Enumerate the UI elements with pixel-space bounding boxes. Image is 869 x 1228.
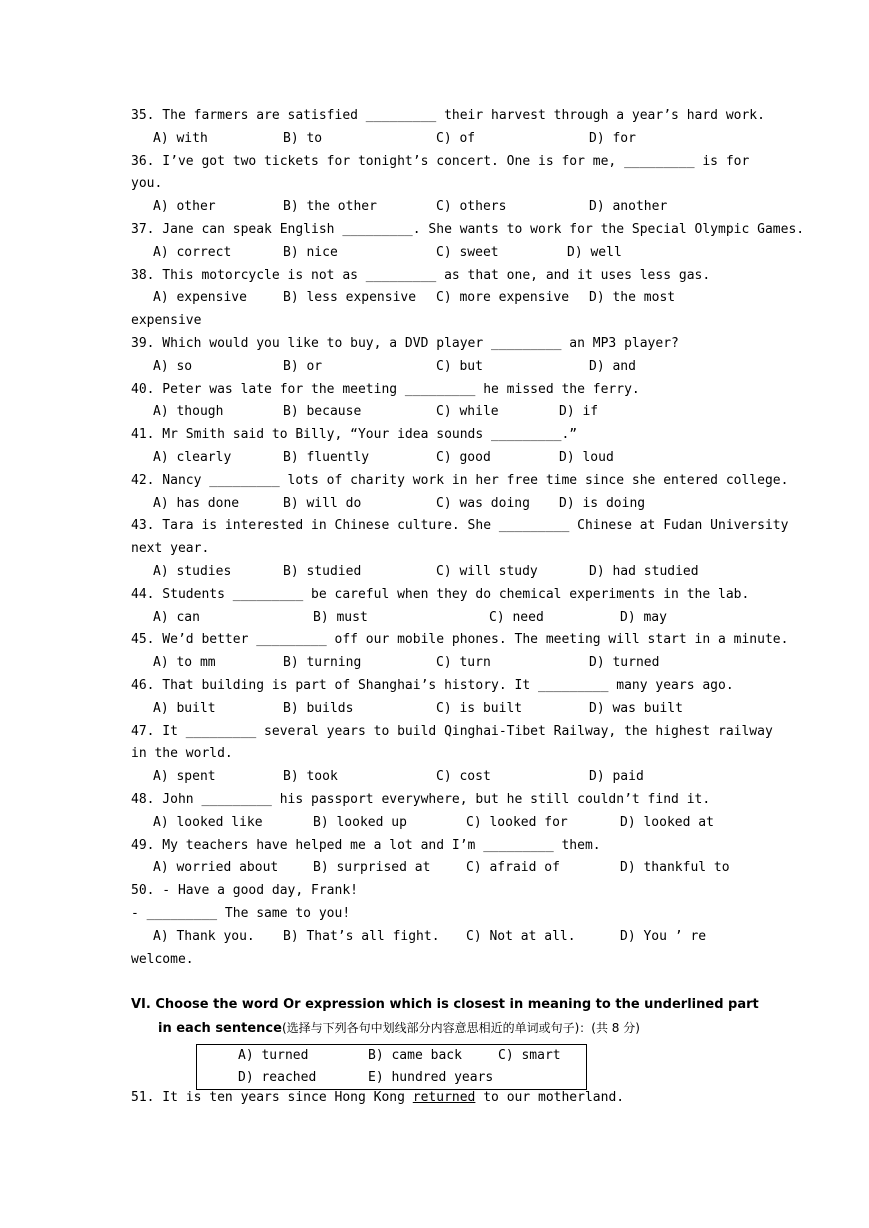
question-stem-38: 38. This motorcycle is not as _________ as that one, and it uses less gas. (131, 267, 711, 283)
option-50-a[interactable]: A) Thank you. (153, 928, 255, 944)
option-47-b[interactable]: B) took (283, 769, 338, 785)
option-38-b[interactable]: B) less expensive (283, 290, 417, 306)
option-35-a[interactable]: A) with (153, 130, 208, 146)
option-41-d[interactable]: D) loud (559, 450, 614, 465)
question-stem-47: 47. It _________ several years to build Qinghai-Tibet Railway, the highest railway (131, 723, 773, 739)
option-39-c[interactable]: C) but (436, 358, 483, 374)
word-bank-box (196, 1044, 587, 1090)
option-37-d[interactable]: D) well (567, 244, 622, 260)
option-35-b[interactable]: B) to (283, 130, 323, 146)
option-45-b[interactable]: B) turning (283, 655, 362, 671)
option-39-b[interactable]: B) or (283, 358, 323, 374)
question-stem-47: in the world. (131, 746, 233, 762)
option-41-b[interactable]: B) fluently (283, 450, 370, 465)
option-43-c[interactable]: C) will study (436, 564, 538, 579)
option-39-a[interactable]: A) so (153, 358, 193, 374)
option-42-c[interactable]: C) was doing (436, 495, 530, 511)
option-48-a[interactable]: A) looked like (153, 814, 263, 830)
option-48-b[interactable]: B) looked up (313, 814, 407, 830)
option-43-b[interactable]: B) studied (283, 564, 362, 579)
option-36-a[interactable]: A) other (153, 199, 216, 215)
option-46-c[interactable]: C) is built (436, 700, 523, 716)
q51-underlined-word: returned (412, 1090, 476, 1106)
option-42-a[interactable]: A) has done (153, 495, 240, 511)
option-45-d[interactable]: D) turned (589, 655, 660, 671)
question-stem-49: 49. My teachers have helped me a lot and I’m _________ them. (131, 837, 601, 853)
section-heading-line2 (158, 1019, 764, 1038)
option-46-b[interactable]: B) builds (283, 700, 354, 716)
option-47-c[interactable]: C) cost (436, 769, 491, 785)
option-36-b[interactable]: B) the other (283, 199, 377, 215)
section-heading-cn: (选择与下列各句中划线部分内容意思相近的单词或句子)：(共 8 分) (281, 1021, 640, 1035)
question-stem-50: - _________ The same to you! (131, 906, 351, 921)
section-heading-en: in each sentence (158, 1021, 282, 1036)
question-stem-43: next year. (131, 541, 210, 557)
question-stem-45: 45. We’d better _________ off our mobile phones. The meeting will start in a minute. (131, 632, 789, 648)
option-40-a[interactable]: A) though (153, 404, 224, 420)
option-35-d[interactable]: D) for (589, 130, 636, 146)
question-stem-44: 44. Students _________ be careful when they do chemical experiments in the lab. (131, 586, 750, 602)
option-40-d[interactable]: D) if (559, 404, 599, 420)
option-wrap-50: welcome. (131, 951, 194, 967)
option-49-d[interactable]: D) thankful to (620, 860, 730, 876)
option-39-d[interactable]: D) and (589, 358, 636, 374)
option-41-c[interactable]: C) good (436, 450, 491, 465)
question-stem-41: 41. Mr Smith said to Billy, “Your idea sounds _________.” (131, 427, 578, 443)
option-49-b[interactable]: B) surprised at (313, 860, 431, 876)
option-45-a[interactable]: A) to mm (153, 655, 216, 671)
option-45-c[interactable]: C) turn (436, 655, 491, 671)
option-36-d[interactable]: D) another (589, 199, 668, 215)
option-50-c[interactable]: C) Not at all. (466, 928, 576, 944)
option-37-b[interactable]: B) nice (283, 244, 338, 260)
question-stem-37: 37. Jane can speak English _________. She wants to work for the Special Olympic Games. (131, 222, 805, 237)
question-stem-48: 48. John _________ his passport everywhere, but he still couldn’t find it. (131, 792, 711, 807)
option-46-d[interactable]: D) was built (589, 700, 683, 716)
word-bank-item: E) hundred years (368, 1069, 494, 1085)
option-47-d[interactable]: D) paid (589, 769, 644, 785)
option-40-c[interactable]: C) while (436, 404, 499, 420)
option-47-a[interactable]: A) spent (153, 769, 216, 785)
option-48-c[interactable]: C) looked for (466, 814, 568, 830)
option-38-c[interactable]: C) more expensive (436, 290, 570, 306)
option-40-b[interactable]: B) because (283, 404, 362, 420)
option-44-a[interactable]: A) can (153, 609, 200, 625)
word-bank-item: B) came back (368, 1047, 462, 1063)
option-44-d[interactable]: D) may (620, 609, 667, 625)
question-stem-51 (131, 1089, 737, 1107)
option-46-a[interactable]: A) built (153, 700, 216, 716)
question-stem-36: 36. I’ve got two tickets for tonight’s concert. One is for me, _________ is for (131, 153, 750, 169)
question-stem-43: 43. Tara is interested in Chinese culture. She _________ Chinese at Fudan University (131, 518, 789, 534)
option-44-c[interactable]: C) need (489, 609, 544, 625)
question-stem-46: 46. That building is part of Shanghai’s history. It _________ many years ago. (131, 678, 734, 693)
word-bank-item: D) reached (238, 1069, 317, 1085)
option-36-c[interactable]: C) others (436, 199, 507, 215)
option-48-d[interactable]: D) looked at (620, 814, 714, 830)
option-49-a[interactable]: A) worried about (153, 860, 279, 876)
question-stem-42: 42. Nancy _________ lots of charity work in her free time since she entered college. (131, 472, 789, 488)
option-43-d[interactable]: D) had studied (589, 564, 699, 579)
option-50-b[interactable]: B) That’s all fight. (283, 928, 440, 944)
word-bank-item: A) turned (238, 1047, 309, 1063)
option-44-b[interactable]: B) must (313, 609, 368, 625)
section-heading: VI. Choose the word Or expression which is closest in meaning to the underlined part (131, 997, 759, 1013)
option-wrap-38: expensive (131, 313, 202, 329)
option-38-a[interactable]: A) expensive (153, 290, 247, 306)
q51-text-end: to our motherland. (475, 1090, 625, 1106)
option-41-a[interactable]: A) clearly (153, 450, 232, 465)
question-stem-36: you. (131, 176, 163, 192)
option-42-d[interactable]: D) is doing (559, 495, 646, 511)
option-42-b[interactable]: B) will do (283, 495, 362, 511)
q51-text: 51. It is ten years since Hong Kong (131, 1090, 413, 1106)
option-38-d[interactable]: D) the most (589, 290, 676, 306)
option-37-a[interactable]: A) correct (153, 244, 232, 260)
option-35-c[interactable]: C) of (436, 130, 476, 146)
option-49-c[interactable]: C) afraid of (466, 860, 560, 876)
option-50-d[interactable]: D) You ’ re (620, 928, 707, 944)
option-37-c[interactable]: C) sweet (436, 244, 499, 260)
question-stem-40: 40. Peter was late for the meeting _________ he missed the ferry. (131, 381, 640, 397)
word-bank-item: C) smart (498, 1047, 561, 1063)
option-43-a[interactable]: A) studies (153, 564, 232, 579)
question-stem-50: 50. - Have a good day, Frank! (131, 883, 358, 899)
question-stem-35: 35. The farmers are satisfied _________ their harvest through a year’s hard work. (131, 108, 765, 123)
question-stem-39: 39. Which would you like to buy, a DVD player _________ an MP3 player? (131, 336, 679, 351)
